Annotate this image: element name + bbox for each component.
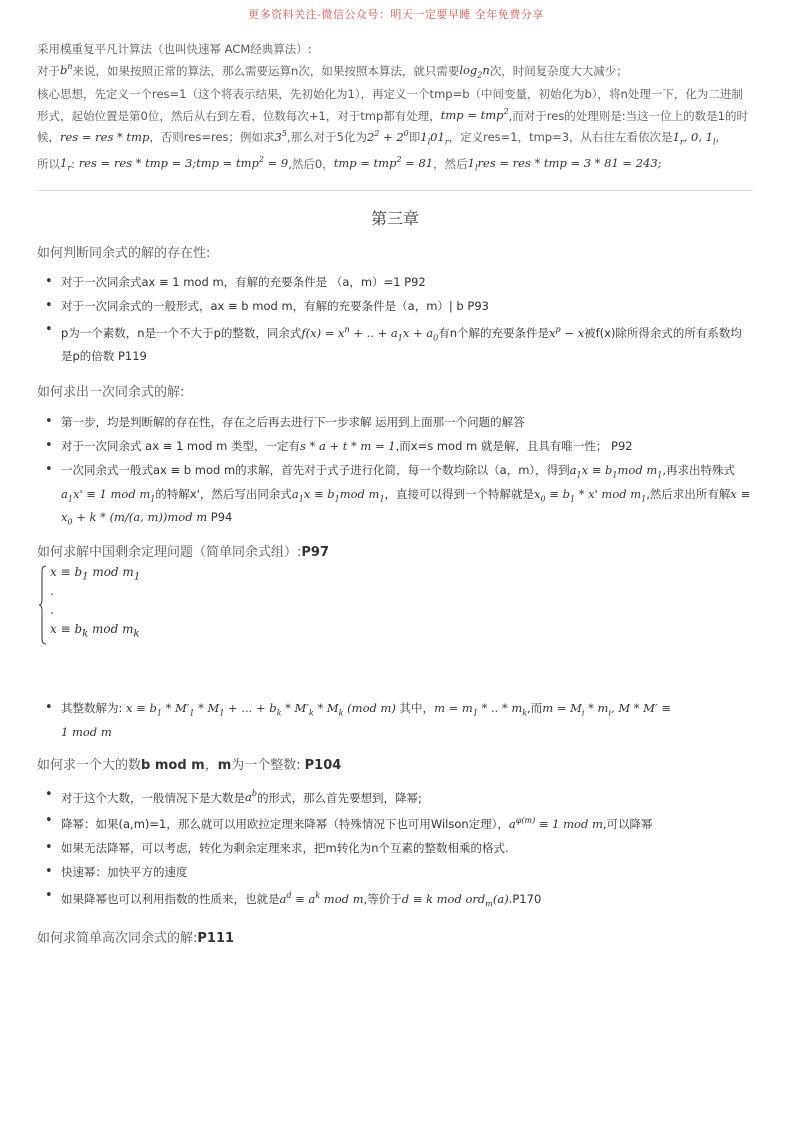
text: 的特解x'，然后写出同余式 bbox=[155, 486, 292, 501]
text: 即 bbox=[408, 129, 421, 144]
math: $1_r$, 0, $1_l$ bbox=[672, 129, 716, 147]
chapter-title: 第三章 bbox=[370, 209, 419, 229]
math: $1_l01_r$ bbox=[420, 129, 449, 147]
math: $x_0 \equiv b_1 * x'$ mod $m_1$ bbox=[534, 486, 647, 503]
math: $x^p - x$ bbox=[549, 325, 585, 341]
math: $a^d \equiv a^k$ mod m bbox=[279, 891, 364, 906]
intro-paragraph-4 bbox=[37, 152, 753, 179]
text: 对于一次同余式 ax ≡ 1 mod m 类型，一定有 bbox=[61, 439, 300, 454]
math: s * a + t * m = 1 bbox=[299, 439, 396, 454]
text: p为一个素数，n是一个不大于p的整数，同余式 bbox=[61, 326, 302, 341]
section-heading-existence: 如何判断同余式的解的存在性: bbox=[37, 246, 211, 262]
text: 如何求一个大的数 bbox=[37, 757, 142, 773]
text: ,可以降幂 bbox=[602, 817, 653, 832]
math: $a^b$ bbox=[245, 789, 257, 805]
text: ,而x=s mod m 就是解，且具有唯一性； P92 bbox=[395, 439, 633, 454]
intro-paragraph-3 bbox=[37, 85, 753, 151]
math: $\log_2n$ bbox=[459, 63, 490, 80]
intro-section bbox=[37, 40, 753, 178]
math: $1_r$ bbox=[60, 156, 72, 173]
list-item bbox=[37, 437, 753, 455]
intro-paragraph-1: 采用模重复平凡计算法（也叫快速幂 ACM经典算法）: bbox=[37, 42, 312, 56]
list-item bbox=[37, 321, 753, 365]
text: ,而对于res的处理则是:当这一位上的数是1的时候， bbox=[37, 108, 748, 144]
text: : bbox=[71, 156, 79, 171]
linear-solve-list bbox=[37, 413, 753, 531]
text: 其中， bbox=[395, 701, 435, 716]
list-item: • 第一步，均是判断解的存在性，存在之后再去进行下一步求解 运用到上面那一个问题的解答 bbox=[37, 413, 753, 431]
list-item: • 对于一次同余式ax ≡ 1 mod m，有解的充要条件是 （a，m）=1 P92 bbox=[37, 273, 753, 291]
math: d ≡ k mod ord$_m$(a) bbox=[401, 892, 509, 909]
system-row-2: . bbox=[50, 584, 54, 599]
big-number-list bbox=[37, 786, 753, 914]
left-brace-icon bbox=[39, 565, 47, 645]
section-heading-crt bbox=[37, 541, 753, 560]
text: ,而 bbox=[527, 701, 543, 716]
list-item bbox=[37, 461, 753, 531]
text: 次，时间复杂度大大减少； bbox=[489, 63, 628, 78]
intro-paragraph-2 bbox=[37, 59, 753, 86]
text: 核心思想，先定义一个res=1（这个将表示结果，先初始化为1），再定义一个tmp=b（中间变量，初始化为b），将n处理一下，化为二进制形式，起始位置是第0位，然后从右到左看，位数每次+1，对于tmp都有处理， bbox=[37, 87, 743, 123]
math: tmp = tmp$^2$ = 81 bbox=[333, 155, 434, 171]
list-item bbox=[37, 786, 753, 807]
text: ,然后0， bbox=[288, 156, 334, 171]
math: $1_lres$ = res * tmp = 3 * 81 = 243; bbox=[467, 156, 662, 173]
text: ,等价于 bbox=[363, 892, 402, 906]
math: $a_1x' \equiv 1$ mod $m_1$ bbox=[61, 486, 156, 503]
section-heading-high-order bbox=[37, 927, 753, 946]
math: res = res * tmp bbox=[60, 129, 150, 144]
page-ref: P104 bbox=[304, 757, 342, 773]
text: ,那么对于5化为 bbox=[286, 129, 367, 144]
list-item: • 如果无法降幂，可以考虑，转化为剩余定理来求，把m转化为n个互素的整数相乘的格式. bbox=[37, 839, 753, 857]
text: ，否则res=res；例如求 bbox=[149, 129, 275, 144]
text: 如果降幂也可以利用指数的性质来，也就是 bbox=[61, 892, 280, 906]
text: 对于 bbox=[37, 63, 60, 78]
text: ,再求出特殊式 bbox=[662, 463, 736, 478]
text: 一次同余式一般式ax ≡ b mod m的求解，首先对于式子进行化简，每一个数均除以（a，m），得到 bbox=[61, 463, 570, 478]
math: $x \equiv x_0 + k * (m/(a$, m))mod m bbox=[61, 486, 751, 527]
math: $m = M_i * m_i$, M * M′ ≡ bbox=[542, 701, 671, 718]
list-item: • 对于一次同余式的一般形式，ax ≡ b mod m，有解的充要条件是（a，m）| b P93 bbox=[37, 297, 753, 315]
system-row-1: $x \equiv b_1$ mod $m_1$ bbox=[50, 565, 141, 583]
section-heading-big-number bbox=[37, 754, 753, 773]
math: $a_1x \equiv b_1mod$ $m_1$ bbox=[569, 463, 663, 480]
math: $a^{\varphi(m)} \equiv 1$ mod m bbox=[508, 816, 603, 832]
math: 1 mod m bbox=[61, 724, 112, 739]
text: , bbox=[715, 129, 720, 144]
text: 对于这个大数，一般情况下是大数是 bbox=[61, 790, 245, 805]
text: b mod m bbox=[141, 757, 205, 773]
text: ，直接可以得到一个特解就是 bbox=[384, 486, 535, 501]
list-item: • 快速幂：加快平方的速度 bbox=[37, 863, 753, 881]
text: 为一个整数: bbox=[231, 757, 301, 773]
text: .P170 bbox=[508, 892, 542, 906]
text: ，定义res=1，tmp=3，从右往左看依次是 bbox=[448, 129, 673, 144]
math: $f(x) = x^n$ + .. + $a_1x + a_0$ bbox=[301, 325, 439, 343]
congruence-system bbox=[37, 565, 753, 647]
text: 所以 bbox=[37, 156, 60, 171]
watermark-banner: 更多资料关注-微信公众号：明天一定要早睡 全年免费分享 bbox=[248, 8, 544, 21]
math: $a_1x \equiv b_1mod$ $m_1$ bbox=[291, 486, 385, 503]
text: 降幂：如果(a,m)=1，那么就可以用欧拉定理来降幂（特殊情况下也可用Wilson定理）， bbox=[61, 817, 509, 832]
text: ，然后 bbox=[433, 156, 468, 171]
text: 如何求简单高次同余式的解: bbox=[37, 931, 198, 947]
page-ref: P111 bbox=[197, 931, 235, 947]
text: 其整数解为: bbox=[61, 701, 127, 716]
math: $b^n$ bbox=[60, 62, 73, 78]
text: ， bbox=[204, 757, 218, 773]
page-ref: P97 bbox=[301, 545, 330, 561]
text: 如何求解中国剩余定理问题（简单同余式组）: bbox=[37, 545, 302, 561]
math: $m = m_1$ * .. * $m_k$ bbox=[434, 701, 528, 718]
text: P94 bbox=[207, 509, 233, 524]
crt-list bbox=[37, 699, 753, 740]
document-page bbox=[37, 40, 753, 946]
math: $2^2 + 2^0$ bbox=[366, 128, 409, 144]
math: res = res * tmp = 3;tmp = tmp$^2$ = 9 bbox=[78, 155, 289, 171]
section-divider bbox=[37, 190, 753, 191]
existence-list bbox=[37, 273, 753, 365]
math: $3^5$ bbox=[274, 128, 287, 144]
system-row-4: $x \equiv b_k$ mod $m_k$ bbox=[50, 622, 140, 640]
text: 的形式，那么首先要想到，降幂; bbox=[256, 790, 422, 805]
list-item bbox=[37, 812, 753, 833]
list-item bbox=[37, 699, 753, 740]
section-heading-linear-solve: 如何求出一次同余式的解: bbox=[37, 385, 185, 401]
system-row-3: . bbox=[50, 603, 54, 618]
text: 被f(x)除所得余式的所有系数均是p的倍数 P119 bbox=[61, 326, 742, 364]
list-item bbox=[37, 887, 753, 913]
math: tmp = tmp$^2$ bbox=[440, 107, 509, 123]
math: $x \equiv b_1 * M'_1 * M_1$ + ... + $b_k * M'_k * M_k$ (mod m) bbox=[126, 701, 396, 718]
text: 来说，如果按照正常的算法，那么需要运算n次，如果按照本算法，就只需要 bbox=[72, 63, 460, 78]
text: m bbox=[217, 757, 232, 773]
text: ,然后求出所有解 bbox=[646, 486, 731, 501]
text: 有n个解的充要条件是 bbox=[438, 326, 550, 341]
